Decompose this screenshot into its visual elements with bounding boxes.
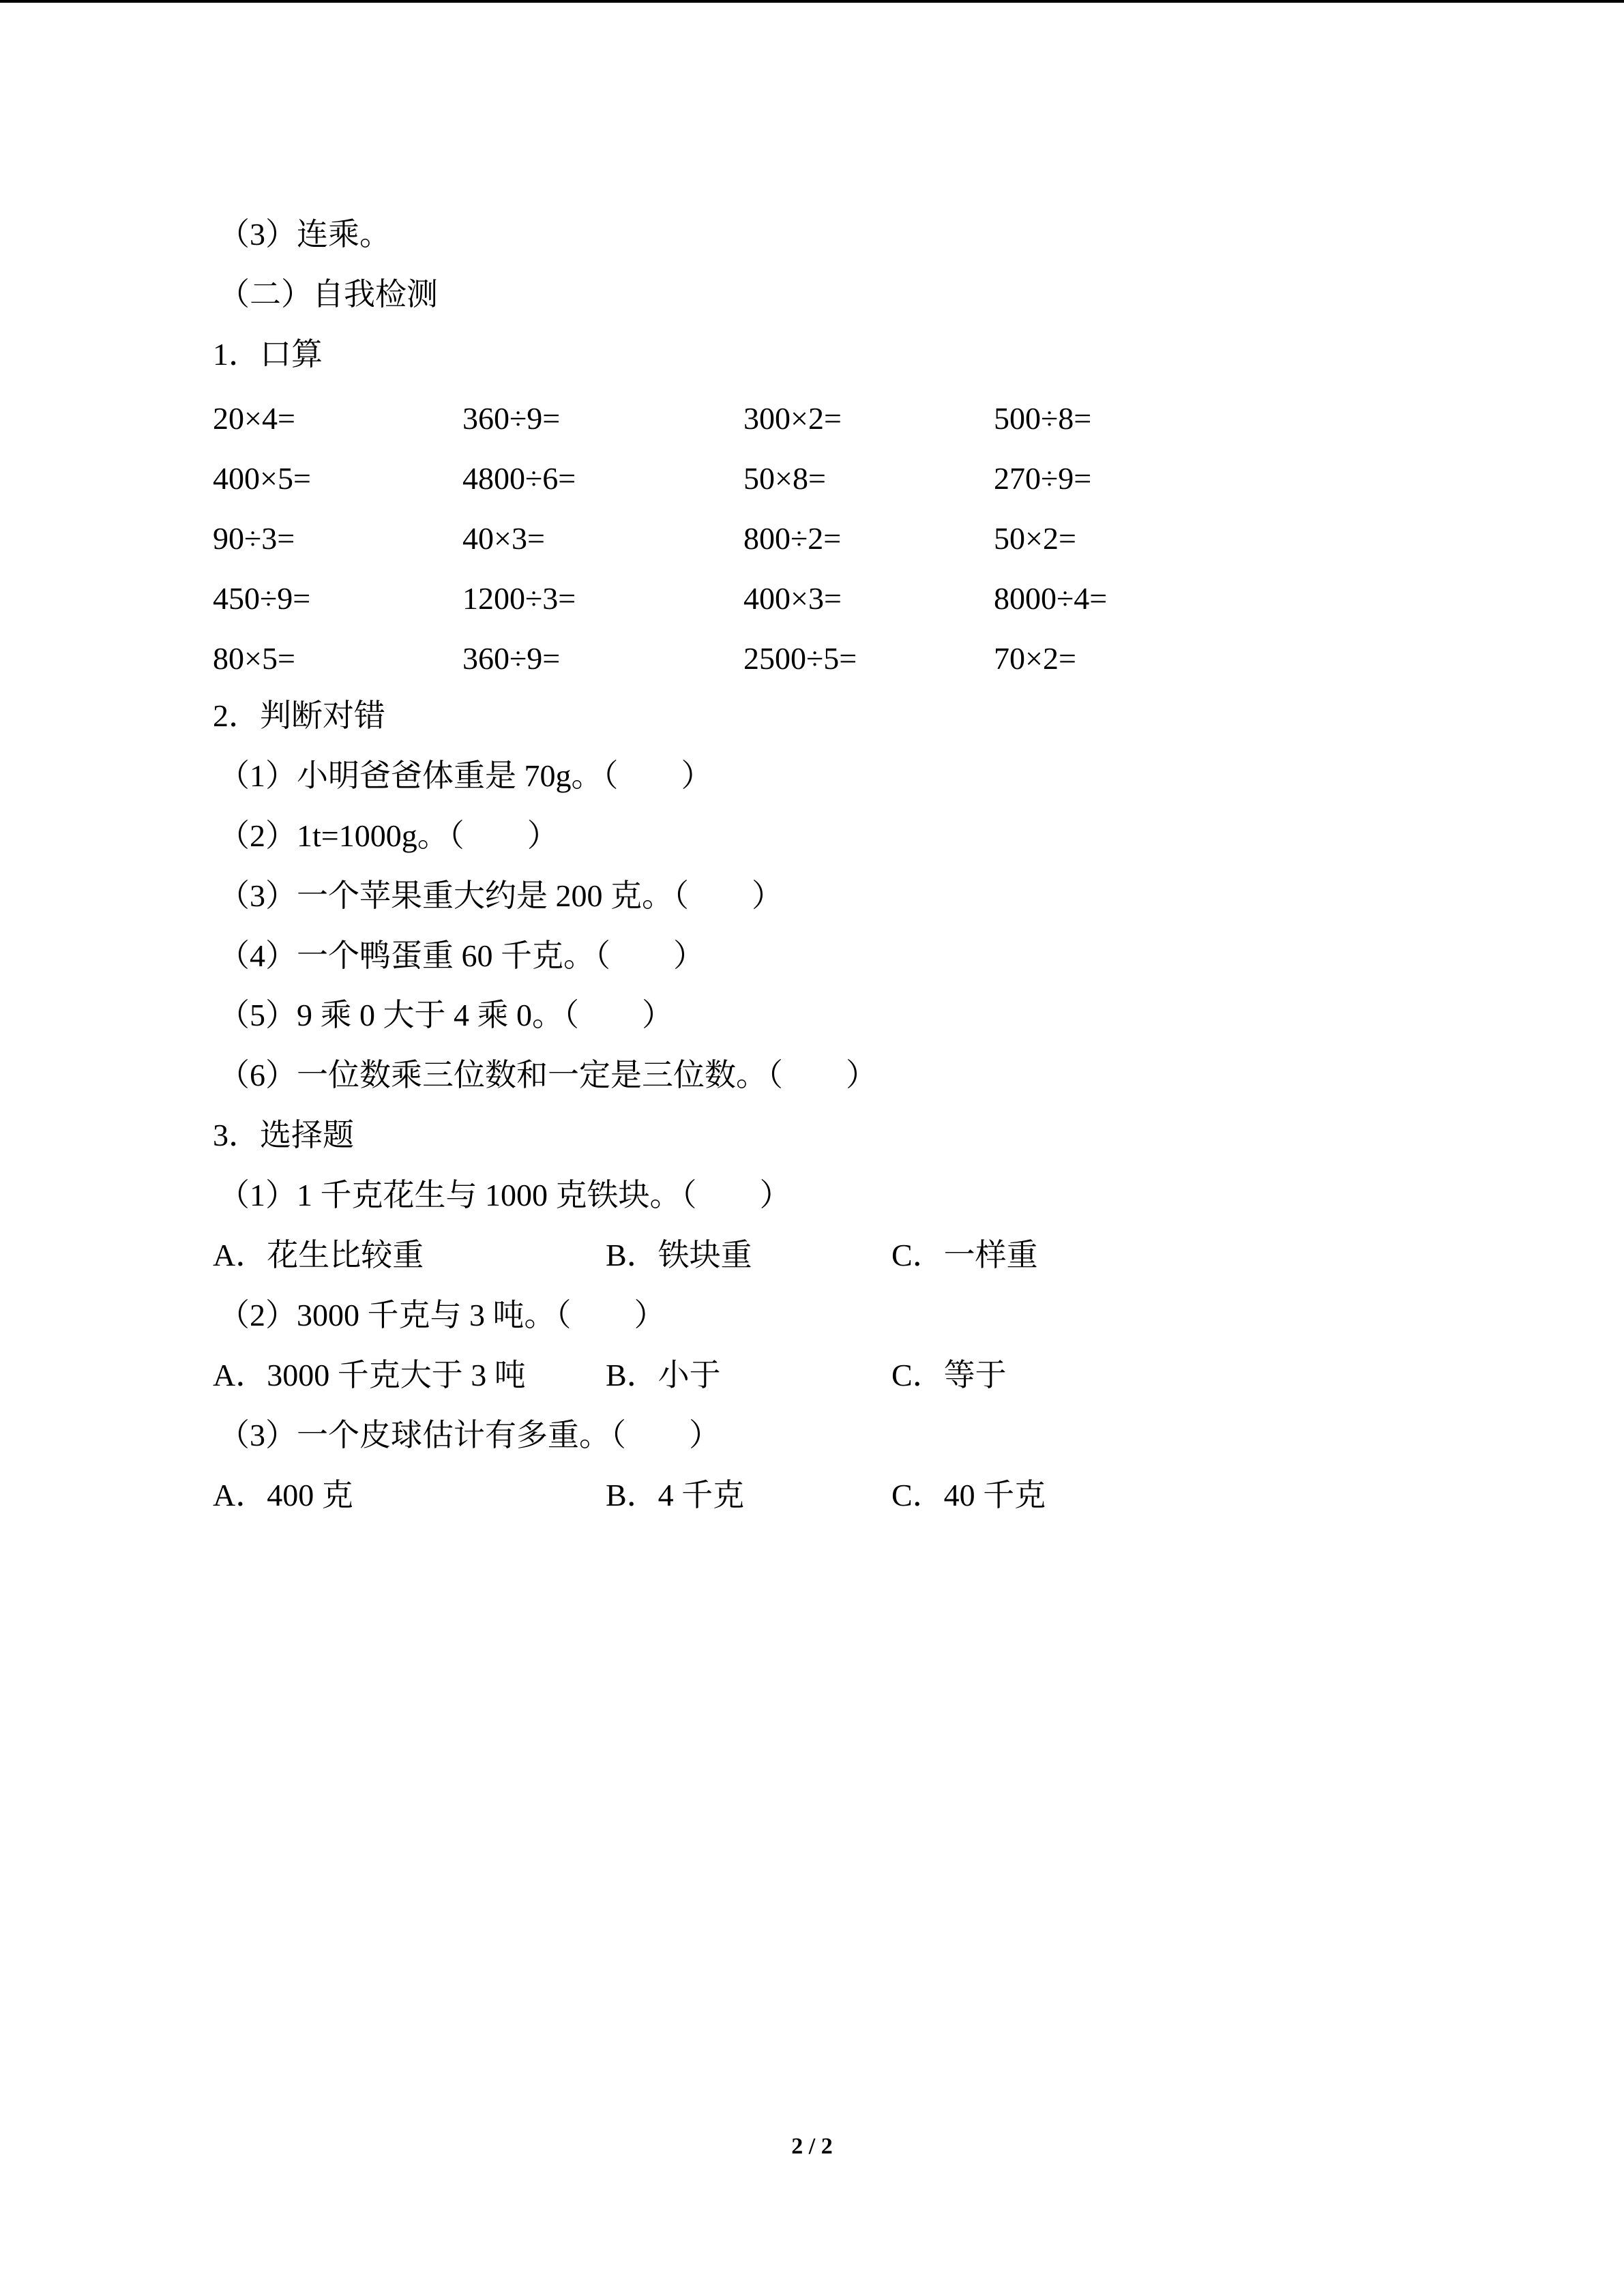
choice-option-c: C．40 千克 [891,1478,1046,1512]
math-item: 50×8= [743,461,826,496]
math-item: 300×2= [743,401,842,436]
question-3-title: 3．选择题 [213,1118,354,1152]
math-item: 800÷2= [743,521,842,556]
math-item: 50×2= [994,521,1076,556]
question-2-title: 2．判断对错 [213,698,385,733]
subitem-3: （3）连乘。 [218,217,391,252]
judgment-item: （2）1t=1000g。（ ） [218,818,559,853]
math-item: 270÷9= [994,461,1092,496]
choice-option-a: A．3000 千克大于 3 吨 [213,1358,526,1392]
choice-option-b: B．铁块重 [606,1238,752,1272]
math-item: 500÷8= [994,401,1092,436]
math-item: 40×3= [462,521,545,556]
math-row [0,458,1624,499]
math-item: 450÷9= [213,581,311,616]
choice-option-a: A．花生比较重 [213,1238,424,1272]
choice-option-b: B．4 千克 [606,1478,745,1512]
math-item: 2500÷5= [743,641,857,676]
judgment-item: （5）9 乘 0 大于 4 乘 0。（ ） [218,998,673,1032]
math-item: 400×3= [743,581,842,616]
math-item: 400×5= [213,461,311,496]
math-item: 360÷9= [462,641,561,676]
choice-options [0,1235,1624,1276]
choice-option-b: B．小于 [606,1358,721,1392]
math-row [0,518,1624,559]
choice-options [0,1355,1624,1396]
math-item: 80×5= [213,641,295,676]
judgment-item: （6）一位数乘三位数和一定是三位数。（ ） [218,1058,877,1092]
judgment-item: （1）小明爸爸体重是 70g。（ ） [218,758,713,793]
top-border [0,0,1624,3]
choice-option-c: C．等于 [891,1358,1007,1392]
choice-question: （2）3000 千克与 3 吨。（ ） [218,1298,666,1332]
math-item: 4800÷6= [462,461,576,496]
judgment-item: （4）一个鸭蛋重 60 千克。（ ） [218,938,705,973]
choice-option-c: C．一样重 [891,1238,1038,1272]
choice-question: （3）一个皮球估计有多重。（ ） [218,1418,720,1452]
section-heading: （二）自我检测 [218,277,438,312]
math-item: 20×4= [213,401,295,436]
math-item: 70×2= [994,641,1076,676]
choice-options [0,1475,1624,1516]
math-row [0,398,1624,439]
choice-option-a: A．400 克 [213,1478,353,1512]
page-number: 2 / 2 [791,2134,833,2159]
question-1-title: 1．口算 [213,337,323,372]
math-item: 1200÷3= [462,581,576,616]
math-item: 8000÷4= [994,581,1108,616]
math-row [0,638,1624,679]
math-item: 90÷3= [213,521,295,556]
choice-question: （1）1 千克花生与 1000 克铁块。（ ） [218,1178,791,1212]
judgment-item: （3）一个苹果重大约是 200 克。（ ） [218,878,783,913]
math-item: 360÷9= [462,401,561,436]
math-row [0,578,1624,619]
